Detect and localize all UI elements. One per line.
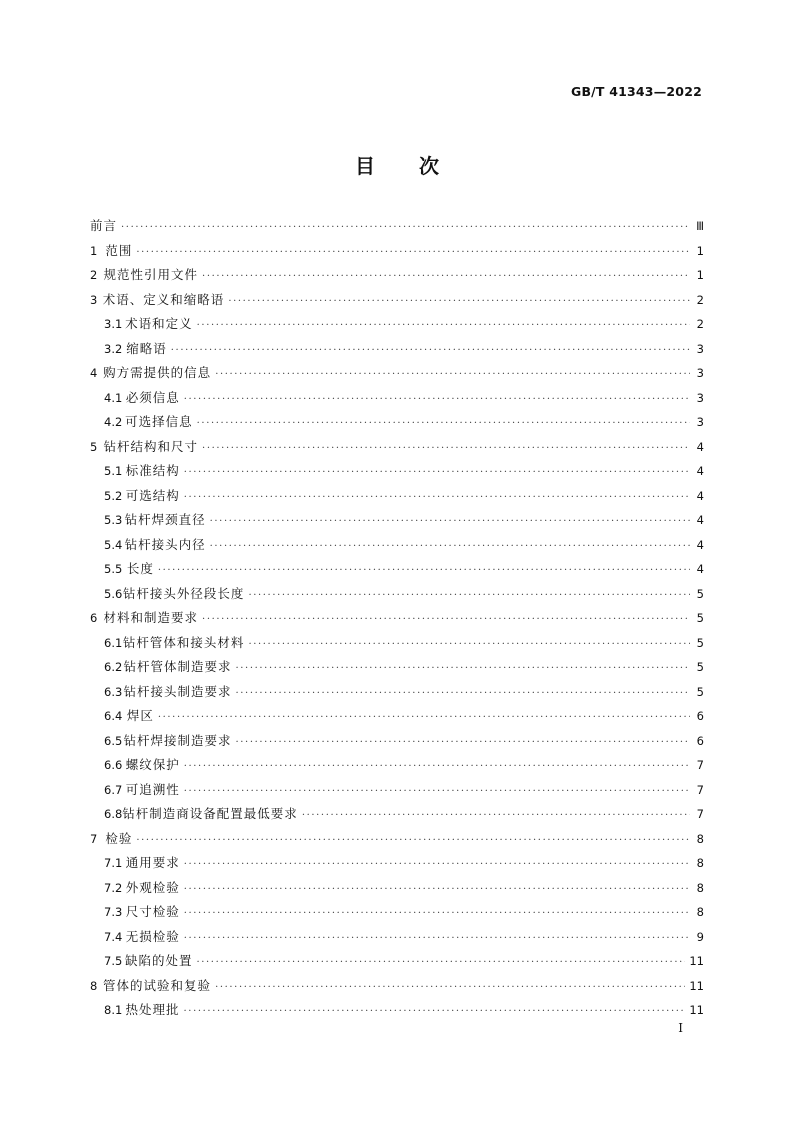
toc-entry-label: 钻杆焊接制造要求 [123,732,232,748]
toc-entry-page: 7 [696,782,704,797]
toc-entry-label: 术语、定义和缩略语 [102,291,225,307]
toc-entry-number: 4 [90,366,98,380]
toc-entry-page: 5 [696,684,704,699]
toc-dot-leader [184,780,690,805]
toc-entry-number: 5.3 [104,513,123,527]
toc-entry-number: 7 [90,831,98,846]
toc-entry-page: 2 [696,317,704,331]
toc-entry-number: 6.5 [104,733,123,748]
toc-entry-page: 3 [696,390,704,405]
toc-entry-number: 5.4 [104,537,123,552]
toc-dot-leader [196,951,685,976]
toc-entry-label: 钻杆结构和尺寸 [103,438,199,454]
toc-entry-label: 管体的试验和复验 [103,977,212,993]
toc-entry-page: Ⅲ [696,219,704,233]
toc-entry-number: 8.1 [104,1003,123,1017]
toc-entry-number: 5.2 [104,488,123,503]
toc-entry-page: 6 [696,709,704,723]
toc-entry[interactable] [90,753,704,778]
toc-entry[interactable] [90,214,704,239]
toc-entry-page: 8 [696,856,704,870]
toc-entry-label: 标准结构 [125,463,180,478]
toc-entry[interactable] [90,484,704,509]
toc-entry[interactable] [90,410,704,435]
toc-entry[interactable] [90,288,704,313]
toc-dot-leader [158,559,690,584]
toc-entry-number: 6.4 [104,709,123,723]
toc-entry-page: 1 [696,268,704,282]
toc-entry-number: 6.1 [104,635,123,650]
footer-page-number: I [678,1021,683,1035]
toc-entry[interactable] [90,533,704,558]
toc-entry-number: 1 [90,243,98,258]
toc-dot-leader [197,314,690,339]
toc-entry-label: 前言 [90,218,118,233]
toc-entry-page: 11 [689,954,704,968]
toc-entry-number: 6.3 [104,684,123,699]
toc-entry-page: 5 [696,660,704,674]
toc-dot-leader [202,437,690,462]
toc-dot-leader [210,535,690,560]
toc-entry-page: 3 [696,415,704,429]
toc-entry-number: 3.1 [104,317,123,331]
toc-entry-page: 4 [696,439,704,454]
toc-entry-label: 材料和制造要求 [103,610,199,625]
toc-entry-label: 钻杆制造商设备配置最低要求 [122,806,298,821]
toc-dot-leader [184,1000,686,1025]
toc-entry-number: 5.5 [104,562,123,576]
toc-entry-label: 外观检验 [125,879,180,895]
toc-entry-page: 4 [696,464,704,478]
toc-entry-page: 5 [696,635,704,650]
toc-entry-label: 尺寸检验 [125,904,180,919]
toc-dot-leader [158,706,690,731]
toc-dot-leader [202,608,690,633]
toc-dot-leader [248,584,690,609]
toc-entry-label: 螺纹保护 [125,757,180,772]
toc-entry-label: 必须信息 [125,389,180,405]
toc-entry[interactable] [90,876,704,901]
table-of-contents [90,214,704,1023]
toc-entry[interactable] [90,459,704,484]
toc-dot-leader [171,339,690,364]
toc-entry[interactable] [90,680,704,705]
toc-entry-label: 可选结构 [125,487,180,503]
toc-entry-number: 5.6 [104,586,123,601]
toc-entry-label: 钻杆管体和接头材料 [122,634,245,650]
toc-entry-page: 11 [689,978,704,993]
toc-entry-label: 焊区 [126,708,154,723]
toc-entry-number: 6.7 [104,782,123,797]
toc-entry-number: 7.1 [104,856,123,870]
toc-dot-leader [215,976,685,1001]
toc-entry-page: 3 [696,341,704,356]
toc-entry-number: 7.3 [104,905,123,919]
toc-entry-number: 3.2 [104,341,123,356]
toc-entry-label: 钻杆接头外径段长度 [122,585,245,601]
toc-entry[interactable] [90,606,704,631]
toc-entry-number: 4.1 [104,390,123,405]
toc-entry-page: 4 [696,537,704,552]
toc-dot-leader [236,682,691,707]
toc-entry-label: 通用要求 [125,855,180,870]
toc-dot-leader [184,853,690,878]
toc-entry-label: 长度 [126,561,154,576]
toc-entry-page: 2 [696,292,704,307]
toc-entry-number: 7.5 [104,954,123,968]
toc-entry-page: 8 [696,831,704,846]
page-title-char-1: 目 [355,154,375,178]
toc-dot-leader [184,388,690,413]
toc-entry-number: 6.2 [104,660,123,674]
toc-entry-number: 8 [90,978,98,993]
toc-entry-label: 钻杆管体制造要求 [123,659,232,674]
toc-entry-label: 规范性引用文件 [103,267,199,282]
toc-entry-page: 5 [696,611,704,625]
toc-entry-number: 7.4 [104,929,123,944]
toc-dot-leader [184,755,690,780]
toc-entry[interactable] [90,729,704,754]
toc-entry[interactable] [90,557,704,582]
toc-entry-label: 缺陷的处置 [124,953,193,968]
toc-entry[interactable] [90,778,704,803]
toc-entry-page: 4 [696,513,704,527]
page-title [0,150,794,179]
toc-entry-label: 术语和定义 [125,316,193,331]
toc-dot-leader [236,657,691,682]
toc-dot-leader [197,412,690,437]
toc-entry-label: 购方需提供的信息 [103,365,212,380]
toc-entry-page: 5 [696,586,704,601]
toc-dot-leader [236,731,691,756]
toc-entry[interactable] [90,582,704,607]
toc-entry-number: 3 [90,292,98,307]
toc-entry-label: 可追溯性 [125,781,180,797]
toc-dot-leader [202,265,690,290]
toc-entry[interactable] [90,361,704,386]
toc-entry-page: 4 [696,488,704,503]
toc-entry-label: 缩略语 [126,340,167,356]
toc-entry-number: 6.6 [104,758,123,772]
toc-dot-leader [184,878,690,903]
toc-dot-leader [121,216,690,241]
toc-dot-leader [215,363,690,388]
toc-entry[interactable] [90,925,704,950]
toc-entry-page: 9 [696,929,704,944]
toc-dot-leader [228,290,690,315]
toc-dot-leader [302,804,690,829]
toc-entry-label: 无损检验 [125,928,180,944]
toc-entry-number: 4.2 [104,415,123,429]
toc-entry[interactable] [90,998,704,1023]
toc-entry-label: 检验 [105,830,133,846]
toc-dot-leader [248,633,690,658]
toc-entry-number: 2 [90,268,98,282]
toc-entry[interactable] [90,655,704,680]
toc-entry[interactable] [90,312,704,337]
toc-entry[interactable] [90,239,704,264]
toc-entry-page: 3 [696,366,704,380]
toc-entry-page: 6 [696,733,704,748]
toc-entry[interactable] [90,263,704,288]
toc-entry-label: 范围 [105,242,133,258]
toc-entry[interactable] [90,337,704,362]
toc-entry-number: 7.2 [104,880,123,895]
toc-entry[interactable] [90,631,704,656]
toc-entry-page: 4 [696,562,704,576]
toc-entry[interactable] [90,900,704,925]
toc-entry-label: 热处理批 [125,1002,180,1017]
toc-entry[interactable] [90,435,704,460]
toc-dot-leader [184,461,690,486]
toc-entry-number: 5.1 [104,464,123,478]
toc-entry-page: 7 [696,807,704,821]
toc-dot-leader [210,510,690,535]
toc-entry-label: 可选择信息 [125,414,193,429]
toc-entry-number: 6 [90,611,98,625]
toc-entry-page: 1 [696,243,704,258]
toc-dot-leader [184,486,690,511]
toc-dot-leader [136,241,690,266]
toc-dot-leader [184,902,690,927]
toc-dot-leader [136,829,690,854]
toc-entry-page: 8 [696,905,704,919]
toc-entry-number: 6.8 [104,807,123,821]
toc-entry[interactable] [90,949,704,974]
toc-entry[interactable] [90,974,704,999]
toc-entry[interactable] [90,851,704,876]
toc-dot-leader [184,927,690,952]
toc-entry-label: 钻杆焊颈直径 [124,512,206,527]
toc-entry-label: 钻杆接头内径 [124,536,206,552]
toc-entry[interactable] [90,386,704,411]
toc-entry-page: 7 [696,758,704,772]
toc-entry[interactable] [90,508,704,533]
toc-entry[interactable] [90,802,704,827]
standard-number: GB/T 41343—2022 [570,84,702,99]
toc-entry[interactable] [90,704,704,729]
page-title-char-2: 次 [419,154,439,178]
toc-entry-label: 钻杆接头制造要求 [123,683,232,699]
toc-entry-page: 8 [696,880,704,895]
toc-entry[interactable] [90,827,704,852]
toc-entry-page: 11 [689,1003,704,1017]
toc-entry-number: 5 [90,439,98,454]
